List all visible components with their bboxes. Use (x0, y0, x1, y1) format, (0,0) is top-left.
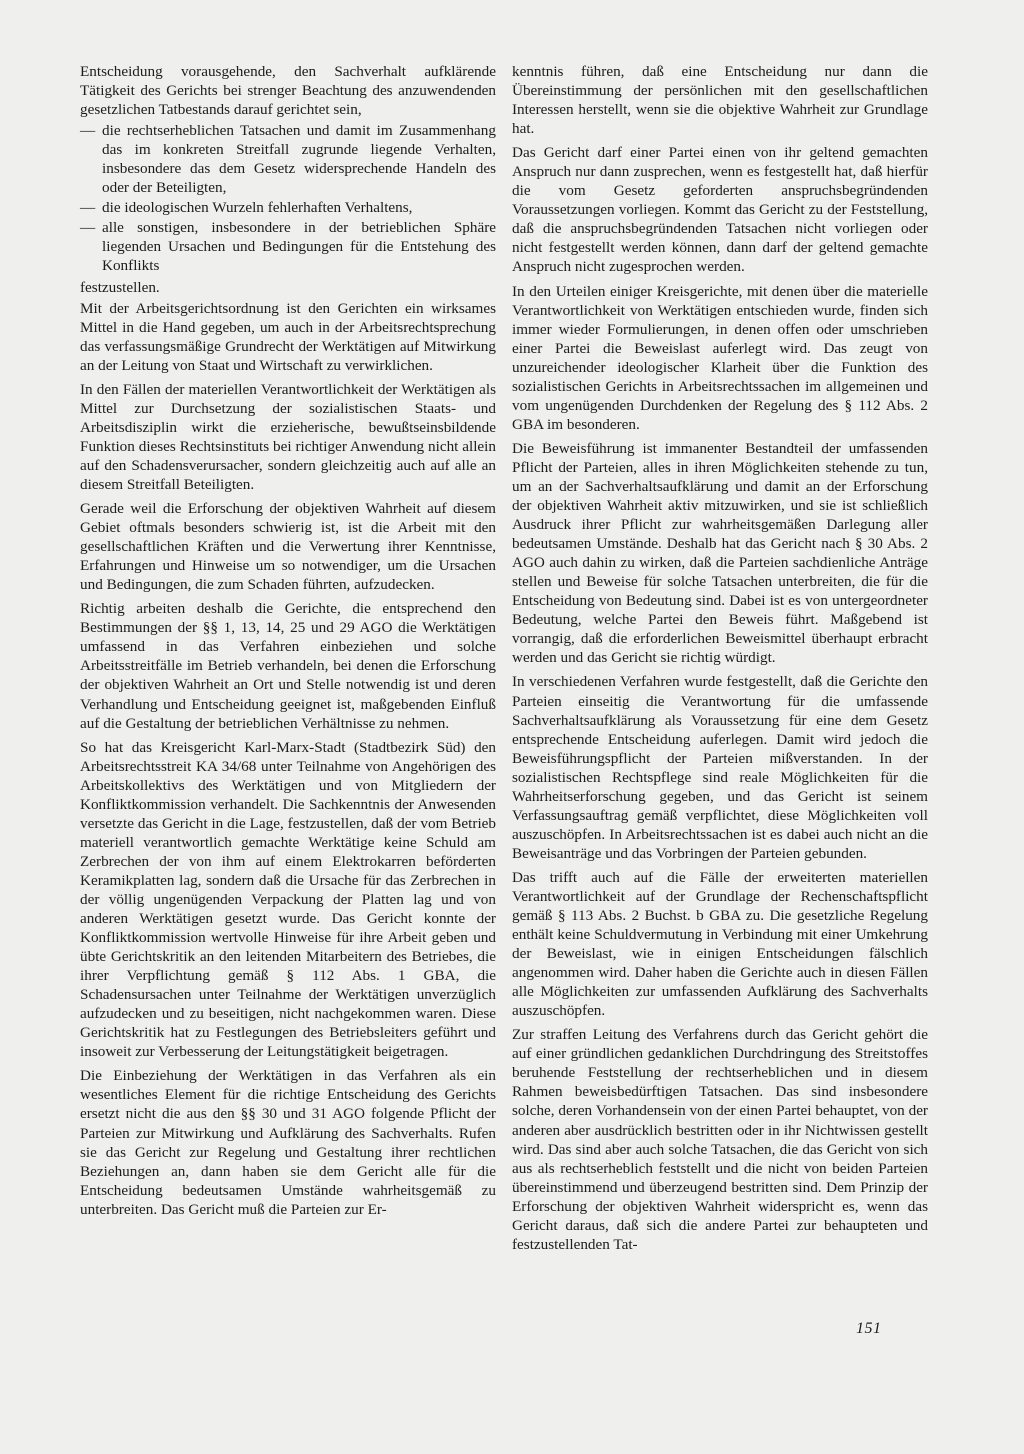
dash-list (80, 121, 496, 275)
paragraph: Zur straffen Leitung des Verfahrens durch das Gericht gehört die auf einer gründlichen gedanklichen Durchdringung des Streitstoffes beruhende Feststellung der rechtserheblichen und in diesem Rahmen beweisbedürftigen Tatsachen. Das sind insbesondere solche, deren Vorhandensein von der einen Partei behauptet, von der anderen aber ausdrücklich bestritten oder in ihr Nichtwissen gestellt wird. Das sind aber auch solche Tatsachen, die das Gericht von sich aus als rechtserheblich feststellt und die nicht von beiden Parteien übereinstimmend und überzeugend bestritten sind. Dem Prinzip der Erforschung der objektiven Wahrheit widerspricht es, wenn das Gericht daraus, daß sich die andere Partei zur behaupteten und festzustellenden Tat- (512, 1026, 928, 1253)
paragraph: Das Gericht darf einer Partei einen von ihr geltend gemachten Anspruch nur dann zusprechen, wenn es festgestellt hat, daß hierfür die vom Gesetz geforderten anspruchsbegründenden Voraussetzungen vorliegen. Kommt das Gericht zu der Feststellung, daß die anspruchsbegründenden Tatsachen nicht vorliegen oder nicht festgestellt werden können, dann darf der geltend gemachte Anspruch nicht zugesprochen werden. (512, 144, 928, 276)
right-column (512, 62, 928, 1259)
list-item: — alle sonstigen, insbesondere in der betrieblichen Sphäre liegenden Ursachen und Bedingungen für die Entstehung des Konflikts (80, 218, 496, 275)
paragraph: Richtig arbeiten deshalb die Gerichte, die entsprechend den Bestimmungen der §§ 1, 13, 14, 25 und 29 AGO die Werktätigen umfassend in das Verfahren einbeziehen und solche Arbeitsstreitfälle im Betrieb verhandeln, bei denen die Erforschung der objektiven Wahrheit an Ort und Stelle notwendig ist und deren Verhandlung und Entscheidung geeignet ist, maßgebenden Einfluß auf die Gestaltung der betrieblichen Verhältnisse zu nehmen. (80, 600, 496, 732)
paragraph: Das trifft auch auf die Fälle der erweiterten materiellen Verantwortlichkeit auf der Grundlage der Rechenschaftspflicht gemäß § 113 Abs. 2 Buchst. b GBA zu. Die gesetzliche Regelung enthält keine Schuldvermutung in Verbindung mit einer Umkehrung der Beweislast, wie in einigen Entscheidungen fälschlich angenommen wird. Daher haben die Gerichte auch in diesen Fällen alle Möglichkeiten zur umfassenden Aufklärung des Sachverhalts auszuschöpfen. (512, 868, 928, 1020)
paragraph: Die Beweisführung ist immanenter Bestandteil der umfassenden Pflicht der Parteien, alles in ihren Möglichkeiten stehende zu tun, um an der Sachverhaltsaufklärung und damit an der Erforschung der objektiven Wahrheit aktiv mitzuwirken, und sie ist schließlich Ausdruck ihrer Pflicht zur wahrheitsgemäßen Darlegung aller bedeutsamen Umstände. Deshalb hat das Gericht nach § 30 Abs. 2 AGO auch dahin zu wirken, daß die Parteien sachdienliche Anträge stellen und Beweise für solche Tatsachen unterbreiten, die für die Entscheidung von Bedeutung sind. Dabei ist es von untergeordneter Bedeutung, welche Partei den Beweis führt. Maßgebend ist vorrangig, daß die erforderlichen Beweismittel überhaupt erbracht werden und das Gericht sie richtig würdigt. (512, 439, 928, 667)
list-item: — die rechtserheblichen Tatsachen und damit im Zusammenhang das im konkreten Streitfall zugrunde liegende Verhalten, insbesondere das dem Gesetz widersprechende Handeln des oder der Beteiligten, (80, 121, 496, 197)
page-number: 151 (856, 1320, 882, 1337)
paragraph: Gerade weil die Erforschung der objektiven Wahrheit auf diesem Gebiet oftmals besonders schwierig ist, ist die Arbeit mit den gesellschaftlichen Kräften und die Verwertung ihrer Kenntnisse, Erfahrungen und Hinweise um so notwendiger, um die Ursachen und Bedingungen, die zum Schaden führten, aufzudecken. (80, 500, 496, 594)
list-closing: festzustellen. (80, 278, 160, 296)
list-item: — die ideologischen Wurzeln fehlerhaften Verhaltens, (80, 198, 496, 217)
paragraph: In den Urteilen einiger Kreisgerichte, mit denen über die materielle Verantwortlichkeit von Werktätigen entschieden wurde, finden sich immer wieder Formulierungen, in denen offen oder umschrieben einer Partei die Beweislast auferlegt wird. Das zeugt von unzureichender ideologischer Klarheit über die Funktion des sozialistischen Gerichts in Arbeitsrechtssachen im allgemeinen und vom ungenügenden Durchdenken der Regelung des § 112 Abs. 2 GBA im besonderen. (512, 282, 928, 433)
paragraph: So hat das Kreisgericht Karl-Marx-Stadt (Stadtbezirk Süd) den Arbeitsrechtsstreit KA 34/68 unter Teilnahme von Angehörigen des Arbeitskollektivs des Werktätigen und von Mitgliedern der Konfliktkommission verhandelt. Die Sachkenntnis der Anwesenden versetzte das Gericht in die Lage, festzustellen, daß der vom Betrieb materiell verantwortlich gemachte Werktätige keine Schuld am Zerbrechen der von ihm auf einem Elektrokarren beförderten Keramikplatten lag, sondern daß die Ursache für das Zerbrechen in der völlig ungenügenden Verpackung der Platten lag und von anderen Werktätigen gesetzt wurde. Das Gericht konnte der Konfliktkommission wertvolle Hinweise für ihre Arbeit geben und übte Gerichtskritik an den leitenden Mitarbeitern des Betriebes, die ihrer Verpflichtung gemäß § 112 Abs. 1 GBA, die Schadensursachen unter Teilnahme der Werktätigen unverzüglich aufzudecken und zu beseitigen, nicht nachgekommen waren. Diese Gerichtskritik hat zu Festlegungen des Betriebsleiters geführt und insoweit zur Verbesserung der Leitungstätigkeit beigetragen. (80, 738, 496, 1061)
left-intro-paragraph: Entscheidung vorausgehende, den Sachverhalt aufklärende Tätigkeit des Gerichts bei strenger Beachtung des anzuwendenden gesetzlichen Tatbestands darauf gerichtet sein, (80, 63, 496, 119)
continuation-paragraph: kenntnis führen, daß eine Entscheidung nur dann die Übereinstimmung der persönlichen mit den gesellschaftlichen Interessen herstellt, wenn sie die objektive Wahrheit zur Grundlage hat. (512, 63, 928, 138)
paragraph: In verschiedenen Verfahren wurde festgestellt, daß die Gerichte den Parteien einseitig die Verantwortung für die umfassende Sachverhaltsaufklärung als Voraussetzung für eine dem Gesetz entsprechende Entscheidung auferlegen. Damit wird jedoch die Beweisführungspflicht der Parteien mißverstanden. In der sozialistischen Rechtspflege sind reale Möglichkeiten für die Wahrheitserforschung gegeben, und das Gericht ist seinem Verfassungsauftrag gemäß verpflichtet, diese Möglichkeiten voll auszuschöpfen. In Arbeitsrechtssachen ist es dabei auch nicht an die Beweisanträge und das Vorbringen der Parteien gebunden. (512, 673, 928, 862)
paragraph: Mit der Arbeitsgerichtsordnung ist den Gerichten ein wirksames Mittel in die Hand gegeben, um auch in der Arbeitsrechtsprechung das verfassungsmäßige Grundrecht der Werktätigen auf Mitwirkung an der Leitung von Staat und Wirtschaft zu verwirklichen. (80, 299, 496, 374)
paragraph: In den Fällen der materiellen Verantwortlichkeit der Werktätigen als Mittel zur Durchsetzung der sozialistischen Staats- und Arbeitsdisziplin wirkt die erzieherische, bewußtseinsbildende Funktion dieses Rechtsinstituts bei richtiger Anwendung nicht allein auf den Schadensverursacher, sondern gleichzeitig auch auf alle an diesem Streitfall Beteiligten. (80, 380, 496, 493)
paragraph: Die Einbeziehung der Werktätigen in das Verfahren als ein wesentliches Element für die richtige Entscheidung des Gerichts ersetzt nicht die aus den §§ 30 und 31 AGO folgende Pflicht der Parteien zur Mitwirkung und Aufklärung des Sachverhalts. Rufen sie das Gericht zur Regelung und Gestaltung ihrer rechtlichen Beziehungen an, dann haben sie dem Gericht alle für die Entscheidung bedeutsamen Umstände wahrheitsgemäß zu unterbreiten. Das Gericht muß die Parteien zur Er- (80, 1067, 496, 1218)
left-column (80, 62, 496, 1224)
